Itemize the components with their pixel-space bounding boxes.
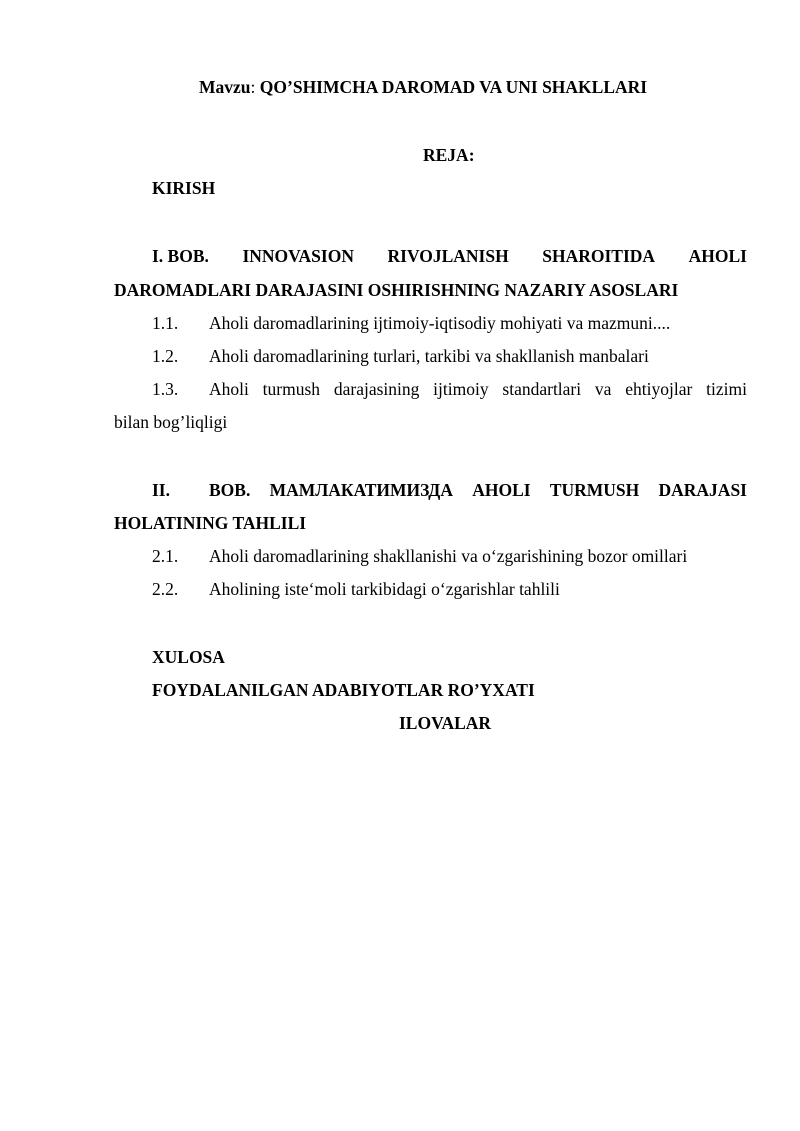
toc-text: Aholining iste‘moli tarkibidagi o‘zgarishlar tahlili [209, 579, 560, 599]
references-heading: FOYDALANILGAN ADABIYOTLAR RO’YXATI [152, 680, 535, 700]
chapter2-word: TURMUSH [549, 480, 640, 500]
toc-text: Aholi daromadlarining ijtimoiy-iqtisodiy mohiyati va mazmuni.... [209, 313, 671, 333]
topic-line [199, 79, 647, 97]
chapter2-word: AHOLI [472, 480, 531, 500]
chapter2-title-line1 [209, 482, 747, 500]
topic-separator: : [250, 77, 260, 97]
toc-text: Aholi daromadlarining turlari, tarkibi va shakllanish manbalari [209, 346, 649, 366]
topic-label: Mavzu [199, 77, 251, 97]
appendices-heading: ILOVALAR [399, 713, 492, 733]
intro-heading: KIRISH [152, 178, 216, 198]
plan-heading: REJA: [423, 145, 475, 165]
chapter2-word: МАМЛАКАТИМИЗДА [269, 480, 453, 500]
toc-word: ijtimoiy [433, 379, 489, 399]
chapter1-word: RIVOJLANISH [387, 246, 509, 266]
chapter2-word: DARAJASI [658, 480, 747, 500]
toc-word: darajasining [333, 379, 420, 399]
toc-item-2-2 [152, 581, 560, 599]
conclusion-heading: XULOSA [152, 647, 225, 667]
toc-item-1-3-line1 [209, 381, 747, 399]
toc-item-1-3-line2: bilan bog’liqligi [114, 412, 228, 432]
chapter2-title-line2: HOLATINING TAHLILI [114, 513, 307, 533]
chapter1-word: I. BOB. [152, 246, 209, 266]
chapter1-title-line2: DAROMADLARI DARAJASINI OSHIRISHNING NAZARIY ASOSLARI [114, 280, 679, 300]
chapter1-title-line1 [152, 248, 747, 266]
toc-number: 1.1. [152, 313, 179, 333]
toc-item-1-3-number: 1.3. [152, 379, 179, 399]
toc-text: Aholi daromadlarining shakllanishi va o‘zgarishining bozor omillari [209, 546, 688, 566]
toc-item-2-1 [152, 548, 687, 566]
toc-word: va [594, 379, 612, 399]
toc-word: turmush [262, 379, 321, 399]
chapter1-word: INNOVASION [242, 246, 354, 266]
toc-word: ehtiyojlar [625, 379, 693, 399]
toc-item-1-2 [152, 348, 649, 366]
chapter2-number: II. [152, 480, 170, 500]
chapter2-word: BOB. [209, 480, 251, 500]
toc-word: tizimi [706, 379, 747, 399]
toc-word: Aholi [209, 379, 249, 399]
chapter1-word: SHAROITIDA [542, 246, 656, 266]
toc-number: 1.2. [152, 346, 179, 366]
toc-item-1-1 [152, 315, 670, 333]
topic-title: QO’SHIMCHA DAROMAD VA UNI SHAKLLARI [259, 77, 648, 97]
toc-number: 2.2. [152, 579, 179, 599]
toc-word: standartlari [502, 379, 582, 399]
chapter1-word: AHOLI [688, 246, 747, 266]
toc-number: 2.1. [152, 546, 179, 566]
